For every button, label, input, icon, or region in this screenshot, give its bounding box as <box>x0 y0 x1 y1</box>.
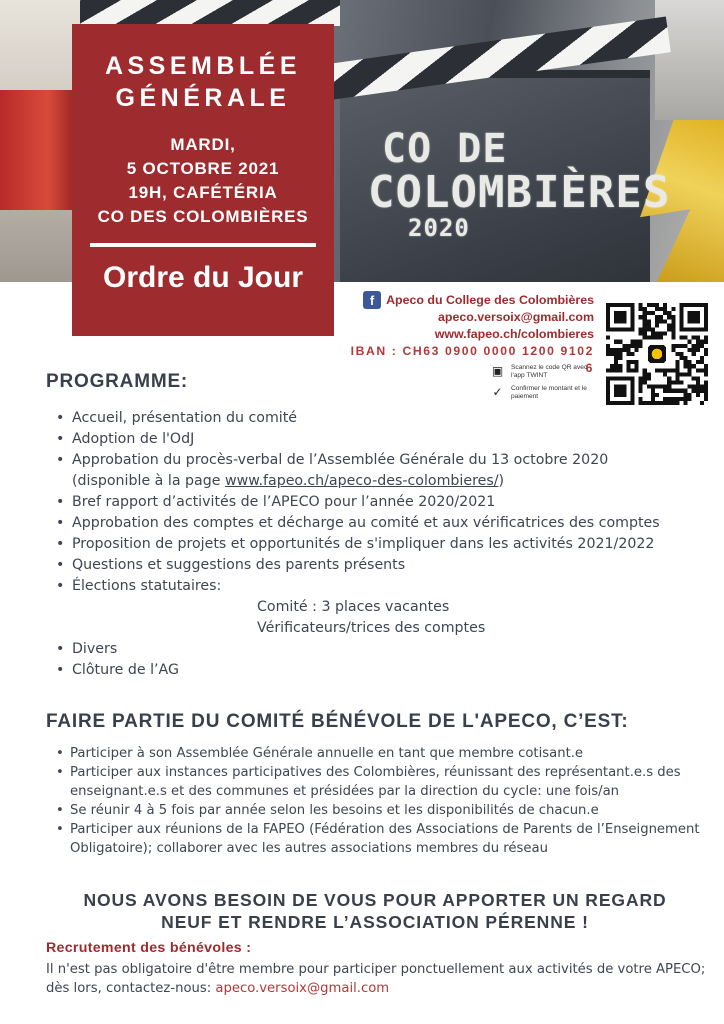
facebook-icon: f <box>363 291 381 309</box>
facebook-page[interactable]: Apeco du College des Colombières <box>386 292 594 307</box>
list-item: • Bref rapport d’activités de l’APECO pour l’année 2020/2021 <box>56 492 716 513</box>
cta-line: NEUF ET RENDRE L’ASSOCIATION PÉRENNE ! <box>161 912 589 932</box>
comite-heading: FAIRE PARTIE DU COMITÉ BÉNÉVOLE DE L'APECO, C’EST: <box>46 711 629 732</box>
date-line: 19H, CAFÉTÉRIA <box>128 183 278 202</box>
list-item: • Participer à son Assemblée Générale annuelle en tant que membre cotisant.e <box>56 744 716 763</box>
qr-instructions <box>490 364 602 406</box>
cta-line: NOUS AVONS BESOIN DE VOUS POUR APPORTER UN REGARD <box>83 890 667 910</box>
recrutement-body: Il n'est pas obligatoire d'être membre pour participer ponctuellement aux activités de votre APECO; dès lors, contactez-nous: <box>46 962 706 996</box>
call-to-action <box>40 889 710 933</box>
graffiti-line: CO DE <box>382 126 508 172</box>
graffiti-line: COLOMBIÈRES <box>368 167 671 218</box>
recrutement-heading: Recrutement des bénévoles : <box>46 940 252 956</box>
qr-scan-step <box>490 364 602 379</box>
recrutement-text <box>46 960 708 998</box>
contact-website[interactable]: www.fapeo.ch/colombieres <box>434 327 594 341</box>
list-item: • Accueil, présentation du comité <box>56 408 716 429</box>
list-item: • Questions et suggestions des parents présents <box>56 555 716 576</box>
checkmark-icon: ✓ <box>492 385 503 400</box>
list-item: • Participer aux instances participatives des Colombières, réunissant des représentant.e.s des enseignant.e.s et des communes et présidées par la direction du cycle: une fois/an <box>56 763 716 801</box>
qr-confirm-text: Confirmer le montant et le paiement <box>511 385 587 400</box>
list-item: • Divers <box>56 639 716 660</box>
contact-email[interactable]: apeco.versoix@gmail.com <box>437 310 594 324</box>
programme-list <box>56 408 716 681</box>
graffiti-line: 2020 <box>408 214 470 243</box>
pv-note <box>72 471 716 492</box>
list-item: • Clôture de l’AG <box>56 660 716 681</box>
date-line: MARDI, <box>170 135 236 154</box>
recrutement-email[interactable]: apeco.versoix@gmail.com <box>215 981 390 996</box>
title-line: GÉNÉRALE <box>115 84 291 112</box>
list-item <box>56 450 716 492</box>
list-item: • Adoption de l'OdJ <box>56 429 716 450</box>
list-item: • Participer aux réunions de la FAPEO (Fédération des Associations de Parents de l’Enseignement Obligatoire); collaborer avec les autres associations membres du réseau <box>56 820 716 858</box>
list-item: • Élections statutaires: <box>56 576 716 597</box>
election-item: Comité : 3 places vacantes <box>257 599 450 615</box>
phone-scan-icon: ▣ <box>491 364 504 378</box>
programme-heading: PROGRAMME: <box>46 371 189 392</box>
list-item: • Approbation des comptes et décharge au comité et aux vérificatrices des comptes <box>56 513 716 534</box>
event-title <box>72 50 334 114</box>
date-line: 5 OCTOBRE 2021 <box>126 159 280 178</box>
photo-clapper-stripes-top <box>80 0 340 26</box>
date-line: CO DES COLOMBIÈRES <box>97 207 309 226</box>
election-item: Vérificateurs/trices des comptes <box>257 620 486 636</box>
title-line: ASSEMBLÉE <box>104 52 302 80</box>
title-divider <box>90 243 316 247</box>
pv-note-suffix: ) <box>498 473 505 489</box>
photo-graffiti-text <box>368 128 670 241</box>
facebook-line[interactable] <box>340 291 594 309</box>
list-item: • Se réunir 4 à 5 fois par année selon les besoins et les disponibilités de chacun.e <box>56 801 716 820</box>
list-item: • Proposition de projets et opportunités de s'impliquer dans les activités 2021/2022 <box>56 534 716 555</box>
list-item-text: Approbation du procès-verbal de l’Assemblée Générale du 13 octobre 2020 <box>72 452 609 468</box>
pv-link[interactable]: www.fapeo.ch/apeco-des-colombieres/ <box>224 473 499 489</box>
photo-red-graffiti <box>0 90 80 210</box>
ordre-du-jour-heading: Ordre du Jour <box>102 261 304 294</box>
event-date <box>72 133 334 229</box>
qr-scan-text: Scannez le code QR avec l'app TWINT <box>511 364 588 379</box>
twint-qr-code <box>606 302 708 406</box>
qr-confirm-step <box>490 385 602 400</box>
iban: IBAN : CH63 0900 0000 1200 9102 6 <box>350 344 594 375</box>
title-panel <box>72 24 334 336</box>
pv-note-prefix: (disponible à la page <box>72 473 225 489</box>
comite-list <box>56 744 716 858</box>
